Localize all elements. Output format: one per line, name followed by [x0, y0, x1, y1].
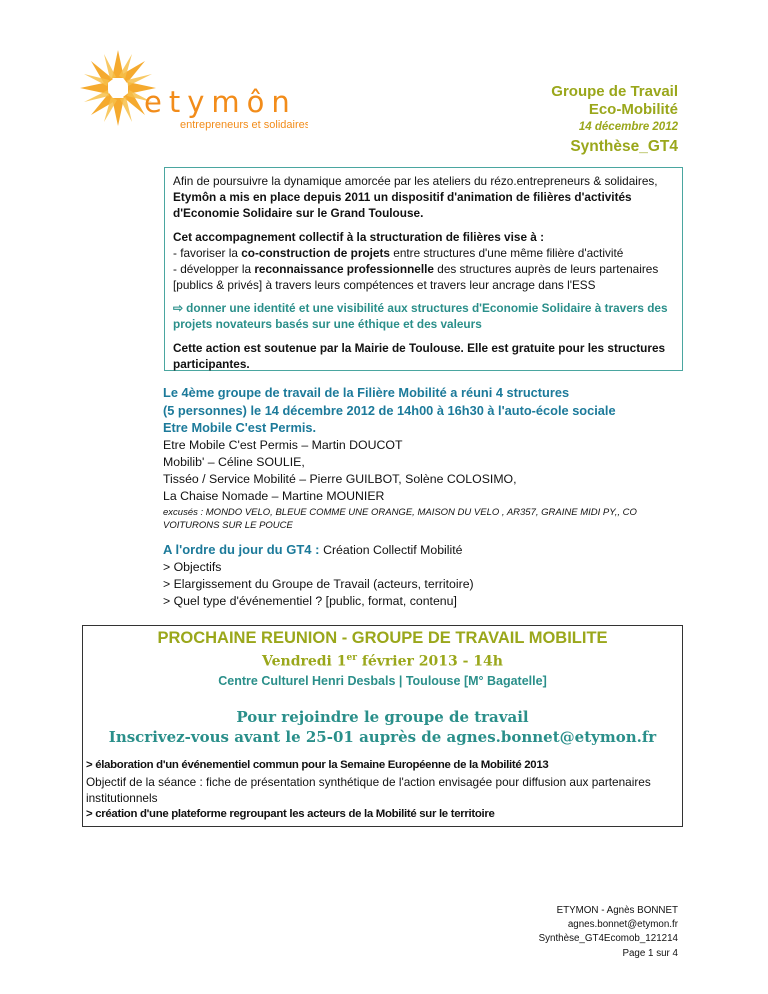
objective-2-bold: reconnaissance professionnelle	[254, 261, 434, 276]
meeting-summary	[163, 384, 683, 532]
participant-item: Tisséo / Service Mobilité – Pierre GUILBOT, Solène COLOSIMO,	[163, 471, 517, 486]
sun-burst-icon	[78, 46, 308, 146]
agenda-label: A l'ordre du jour du GT4 :	[163, 542, 324, 557]
next-meeting-topics	[86, 758, 676, 823]
footer-page-number: Page 1 sur 4	[622, 947, 678, 959]
agenda-item: > Objectifs	[163, 559, 222, 574]
arrow-right-icon: ⇨	[173, 301, 183, 316]
etymon-logo	[78, 46, 308, 146]
date-rest: février 2013 - 14h	[356, 653, 503, 670]
topic-1-text: Objectif de la séance : fiche de présentation synthétique de l'action envisagée pour diffusion aux partenaires institutionnels	[86, 774, 651, 806]
intro-text: Afin de poursuivre la dynamique amorcée par les ateliers du rézo.entrepreneurs & solidaires,	[173, 174, 658, 188]
logo-wordmark: etymôn	[144, 85, 297, 119]
header-synthese: Synthèse_GT4	[570, 138, 678, 155]
header-title-line2: Eco-Mobilité	[588, 101, 678, 118]
intro-support: Cette action est soutenue par la Mairie de Toulouse. Elle est gratuite pour les structures participantes.	[173, 341, 666, 372]
meeting-heading-2: (5 personnes) le 14 décembre 2012 de 14h00 à 16h30 à l'auto-école sociale	[163, 402, 616, 418]
date-main: Vendredi 1	[262, 653, 347, 670]
objective-2-prefix: - développer la	[173, 261, 255, 276]
header-date: 14 décembre 2012	[578, 121, 678, 133]
intro-paragraph-2	[173, 230, 674, 294]
intro-objectives-title: Cet accompagnement collectif à la structuration de filières vise à :	[173, 229, 545, 244]
objective-1-suffix: entre structures d'une même filière d'activité	[389, 245, 624, 260]
date-sup: er	[346, 653, 357, 663]
footer	[539, 904, 678, 961]
agenda-value: Création Collectif Mobilité	[323, 543, 463, 557]
intro-box	[164, 167, 683, 371]
next-meeting-place: Centre Culturel Henri Desbals | Toulouse [M° Bagatelle]	[218, 674, 547, 688]
participant-item: Mobilib' – Céline SOULIE,	[163, 454, 305, 469]
topic-2: > création d'une plateforme regroupant les acteurs de la Mobilité sur le territoire	[86, 808, 495, 820]
meeting-heading-1: Le 4ème groupe de travail de la Filière Mobilité a réuni 4 structures	[163, 385, 570, 400]
intro-goal	[173, 301, 674, 333]
objective-1-bold: co-construction de projets	[241, 245, 390, 260]
intro-paragraph-1	[173, 174, 674, 222]
next-meeting-title: PROCHAINE REUNION - GROUPE DE TRAVAIL MOBILITE	[157, 629, 608, 647]
topic-1: > élaboration d'un événementiel commun pour la Semaine Européenne de la Mobilité 2013	[86, 759, 549, 771]
excused-list: excusés : MONDO VELO, BLEUE COMME UNE ORANGE, MAISON DU VELO , AR357, GRAINE MIDI PY,, CO VOITURONS SUR LE POUCE	[163, 506, 637, 532]
intro-goal-text: donner une identité et une visibilité aux structures d'Economie Solidaire à travers des projets novateurs basés sur une éthique et des valeurs	[173, 301, 668, 332]
meeting-heading-3: Etre Mobile C'est Permis.	[163, 420, 317, 436]
next-meeting-box	[82, 625, 683, 827]
objective-2-suffix: des structures auprès de leurs partenaires [publics & privés] à travers leurs compétences et travers leur ancrage dans l'ESS	[173, 261, 659, 292]
objective-1-prefix: - favoriser la	[173, 245, 242, 260]
agenda	[163, 541, 683, 610]
agenda-item: > Elargissement du Groupe de Travail (acteurs, territoire)	[163, 576, 474, 591]
agenda-item: > Quel type d'événementiel ? [public, format, contenu]	[163, 593, 457, 608]
footer-filename: Synthèse_GT4Ecomob_121214	[538, 933, 678, 945]
join-line-1: Pour rejoindre le groupe de travail	[236, 708, 529, 726]
join-line-2: Inscrivez-vous avant le 25-01 auprès de agnes.bonnet@etymon.fr	[108, 728, 657, 746]
participant-item: Etre Mobile C'est Permis – Martin DOUCOT	[163, 437, 403, 452]
logo-tagline: entrepreneurs et solidaires	[180, 119, 308, 131]
footer-email: agnes.bonnet@etymon.fr	[567, 919, 678, 931]
next-meeting-date	[83, 653, 682, 670]
intro-bold-text: Etymôn a mis en place depuis 2011 un dispositif d'animation de filières d'activités d'Economie Solidaire sur le Grand Toulouse.	[173, 189, 632, 220]
participant-item: La Chaise Nomade – Martine MOUNIER	[163, 488, 385, 503]
footer-author: ETYMON - Agnès BONNET	[556, 905, 678, 916]
header-title-line1: Groupe de Travail	[551, 83, 678, 100]
